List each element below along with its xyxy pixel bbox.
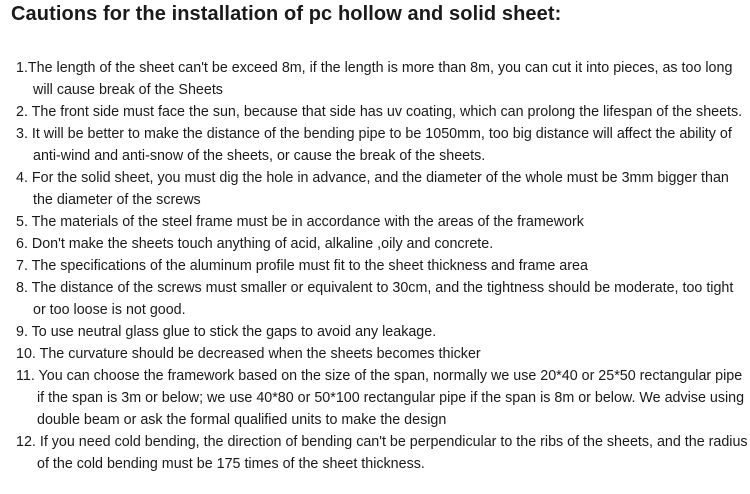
- item-text-line: 4. For the solid sheet, you must dig the hole in advance, and the diameter of the whole must be 3mm bigger than: [16, 170, 729, 186]
- cautions-list: [0, 57, 750, 475]
- list-item-2: [0, 101, 750, 123]
- item-text-line: 3. It will be better to make the distance of the bending pipe to be 1050mm, too big distance will affect the ability of: [16, 126, 732, 142]
- item-text-line: 1.The length of the sheet can't be exceed 8m, if the length is more than 8m, you can cut it into pieces, as too long: [16, 60, 733, 76]
- list-item-6: [0, 233, 750, 255]
- list-item-3: [0, 123, 750, 167]
- list-item-4: [0, 167, 750, 211]
- item-text-line: 10. The curvature should be decreased when the sheets becomes thicker: [16, 346, 481, 362]
- item-text-line: 5. The materials of the steel frame must be in accordance with the areas of the framework: [16, 214, 584, 230]
- item-text-line: anti-wind and anti-snow of the sheets, or cause the break of the sheets.: [33, 148, 486, 164]
- item-text-line: or too loose is not good.: [33, 302, 186, 318]
- item-text-line: 6. Don't make the sheets touch anything of acid, alkaline ,oily and concrete.: [16, 236, 494, 252]
- list-item-9: [0, 321, 750, 343]
- item-text-line: 8. The distance of the screws must smaller or equivalent to 30cm, and the tightness should be moderate, too tight: [16, 280, 734, 296]
- item-text-line: will cause break of the Sheets: [33, 82, 223, 98]
- page-title: Cautions for the installation of pc hollow and solid sheet:: [11, 3, 562, 25]
- item-text-line: the diameter of the screws: [33, 192, 201, 208]
- list-item-5: [0, 211, 750, 233]
- item-text-line: of the cold bending must be 175 times of the sheet thickness.: [37, 456, 425, 472]
- list-item-8: [0, 277, 750, 321]
- item-text-line: 2. The front side must face the sun, because that side has uv coating, which can prolong the lifespan of the sheets.: [16, 104, 743, 120]
- list-item-10: [0, 343, 750, 365]
- item-text-line: 12. If you need cold bending, the direction of bending can't be perpendicular to the ribs of the sheets, and the radius: [16, 434, 748, 450]
- item-text-line: 11. You can choose the framework based on the size of the span, normally we use 20*40 or 25*50 rectangular pipe: [16, 368, 743, 384]
- list-item-11: [0, 365, 750, 431]
- list-item-1: [0, 57, 750, 101]
- list-item-7: [0, 255, 750, 277]
- item-text-line: 7. The specifications of the aluminum profile must fit to the sheet thickness and frame area: [16, 258, 588, 274]
- item-text-line: if the span is 3m or below; we use 40*80 or 50*100 rectangular pipe if the span is 8m or below. We advise using: [37, 390, 745, 406]
- list-item-12: [0, 431, 750, 475]
- item-text-line: double beam or ask the formal qualified units to make the design: [37, 412, 447, 428]
- item-text-line: 9. To use neutral glass glue to stick the gaps to avoid any leakage.: [16, 324, 437, 340]
